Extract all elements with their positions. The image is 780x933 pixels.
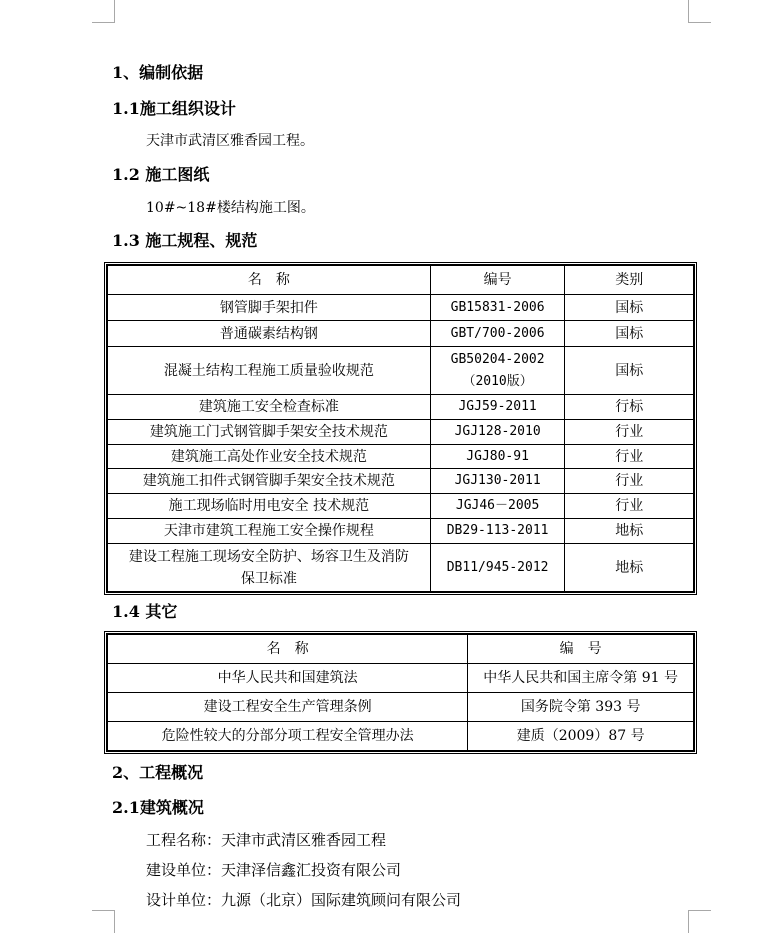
cell-name: 建筑施工安全检查标准	[108, 395, 431, 420]
table-row	[108, 395, 694, 420]
cell-name-line: 建设工程施工现场安全防护、场容卫生及消防	[128, 548, 409, 565]
cell-type: 行业	[565, 420, 694, 445]
heading-standards: 1.3 施工规程、规范	[112, 231, 258, 250]
cell-name: 建设工程安全生产管理条例	[108, 693, 468, 722]
standards-table	[107, 265, 694, 592]
table-row	[108, 321, 694, 347]
heading-building-overview: 2.1建筑概况	[112, 798, 204, 817]
cell-code: 国务院令第 393 号	[468, 693, 694, 722]
cell-type: 国标	[565, 347, 694, 395]
heading-construction-design: 1.1施工组织设计	[112, 99, 236, 118]
column-header-type: 类别	[565, 266, 694, 295]
paragraph-project: 天津市武清区雅香园工程。	[146, 133, 314, 149]
cell-code-line: （2010版）	[462, 373, 533, 389]
table-row	[108, 420, 694, 445]
table-row	[108, 445, 694, 469]
cell-name: 危险性较大的分部分项工程安全管理办法	[108, 722, 468, 751]
client-line: 建设单位：天津泽信鑫汇投资有限公司	[146, 861, 402, 879]
table-row	[108, 469, 694, 494]
column-header-name: 名 称	[108, 266, 431, 295]
column-header-code: 编 号	[468, 635, 694, 664]
cell-name: 建筑施工高处作业安全技术规范	[108, 445, 431, 469]
regulations-table	[107, 634, 694, 751]
cell-type: 行业	[565, 494, 694, 519]
cell-name: 建筑施工门式钢管脚手架安全技术规范	[108, 420, 431, 445]
table-header-row	[108, 266, 694, 295]
cell-code: JGJ128-2010	[430, 420, 565, 445]
cell-code	[430, 347, 565, 395]
cell-name: 钢管脚手架扣件	[108, 295, 431, 321]
cell-type: 地标	[565, 519, 694, 544]
heading-others: 1.4 其它	[112, 602, 178, 621]
cell-code: GB15831-2006	[430, 295, 565, 321]
cell-code-line: GB50204-2002	[450, 351, 545, 367]
cell-name: 中华人民共和国建筑法	[108, 664, 468, 693]
cell-type: 行业	[565, 445, 694, 469]
cell-type: 国标	[565, 321, 694, 347]
heading-basis: 1、编制依据	[112, 63, 204, 82]
page-corner-mark	[688, 910, 711, 933]
cell-code: DB29-113-2011	[430, 519, 565, 544]
cell-name: 混凝土结构工程施工质量验收规范	[108, 347, 431, 395]
cell-name: 普通碳素结构钢	[108, 321, 431, 347]
table-header-row	[108, 635, 694, 664]
page-corner-mark	[92, 0, 115, 23]
cell-code: 建质（2009）87 号	[468, 722, 694, 751]
cell-name: 天津市建筑工程施工安全操作规程	[108, 519, 431, 544]
table-row	[108, 295, 694, 321]
table-row	[108, 347, 694, 395]
table-row	[108, 519, 694, 544]
cell-code: 中华人民共和国主席令第 91 号	[468, 664, 694, 693]
table-row	[108, 693, 694, 722]
heading-overview: 2、工程概况	[112, 763, 204, 782]
cell-type: 国标	[565, 295, 694, 321]
cell-code: JGJ46－2005	[430, 494, 565, 519]
designer-line: 设计单位：九源（北京）国际建筑顾问有限公司	[146, 891, 462, 909]
cell-name	[108, 544, 431, 592]
cell-code: JGJ130-2011	[430, 469, 565, 494]
page-corner-mark	[92, 910, 115, 933]
cell-name-line: 保卫标准	[240, 570, 297, 587]
column-header-name: 名 称	[108, 635, 468, 664]
table-row	[108, 494, 694, 519]
table-row	[108, 664, 694, 693]
cell-name: 施工现场临时用电安全 技术规范	[108, 494, 431, 519]
cell-name: 建筑施工扣件式钢管脚手架安全技术规范	[108, 469, 431, 494]
column-header-code: 编号	[430, 266, 565, 295]
paragraph-drawings: 10#~18#楼结构施工图。	[146, 200, 315, 216]
cell-type: 地标	[565, 544, 694, 592]
cell-code: JGJ59-2011	[430, 395, 565, 420]
cell-type: 行标	[565, 395, 694, 420]
cell-code: DB11/945-2012	[430, 544, 565, 592]
heading-drawings: 1.2 施工图纸	[112, 165, 210, 184]
table-row	[108, 722, 694, 751]
table-row	[108, 544, 694, 592]
project-name-line: 工程名称：天津市武清区雅香园工程	[146, 831, 387, 849]
cell-type: 行业	[565, 469, 694, 494]
cell-code: JGJ80-91	[430, 445, 565, 469]
page-corner-mark	[688, 0, 711, 23]
cell-code: GBT/700-2006	[430, 321, 565, 347]
